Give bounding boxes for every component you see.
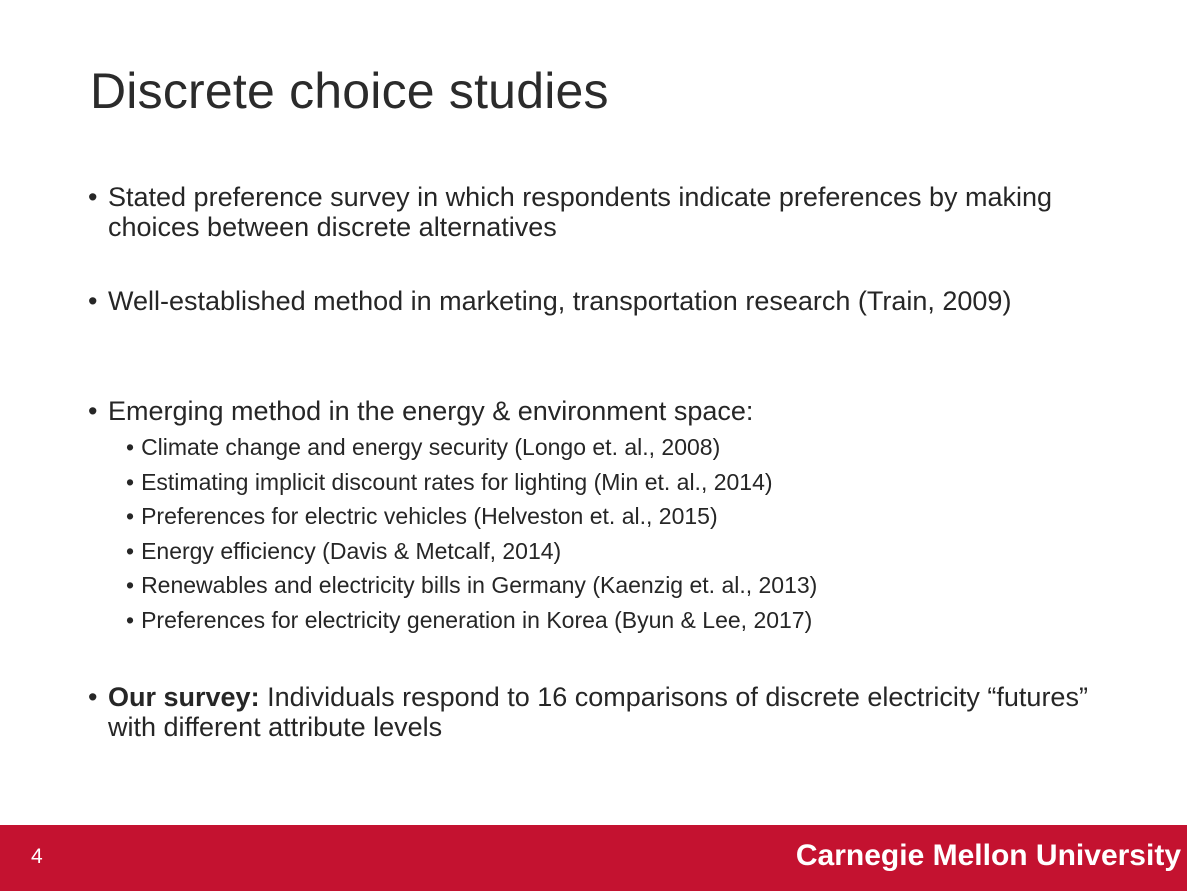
sub-bullet-item: [126, 534, 817, 569]
sub-bullet-item: [126, 499, 817, 534]
slide-title: Discrete choice studies: [90, 63, 609, 119]
university-wordmark: Carnegie Mellon University: [795, 839, 1181, 872]
sub-bullet-text: Renewables and electricity bills in Germany (Kaenzig et. al., 2013): [141, 572, 818, 599]
sub-bullet-item: [126, 603, 817, 638]
bullet-our-survey: [88, 682, 1128, 742]
sub-bullet-marker: •: [126, 606, 135, 633]
sub-bullet-item: [126, 430, 817, 465]
bullet-text: [108, 682, 1128, 742]
bullet-marker: •: [88, 682, 98, 712]
sub-bullet-item: [126, 568, 817, 603]
sub-bullet-text: Preferences for electricity generation in Korea (Byun & Lee, 2017): [141, 606, 813, 633]
bullet-text: Well-established method in marketing, transportation research (Train, 2009): [108, 286, 1012, 316]
footer-bar: [0, 825, 1187, 891]
sub-bullet-marker: •: [126, 572, 135, 599]
sub-bullet-text: Estimating implicit discount rates for lighting (Min et. al., 2014): [141, 468, 773, 495]
page-number: 4: [31, 845, 43, 868]
bullet-bold-lead: Our survey:: [108, 682, 260, 712]
sub-bullet-text: Preferences for electric vehicles (Helveston et. al., 2015): [141, 503, 718, 530]
sub-bullet-text: Energy efficiency (Davis & Metcalf, 2014): [141, 537, 562, 564]
bullet-emerging-method: [88, 396, 1128, 426]
bullet-well-established: [88, 286, 1128, 316]
sub-bullet-marker: •: [126, 503, 135, 530]
sub-bullet-marker: •: [126, 537, 135, 564]
sub-bullet-marker: •: [126, 468, 135, 495]
bullet-text: Emerging method in the energy & environment space:: [108, 396, 754, 426]
sub-bullet-marker: •: [126, 434, 135, 460]
sub-bullet-text: Climate change and energy security (Longo et. al., 2008): [141, 434, 721, 460]
bullet-marker: •: [88, 286, 98, 316]
sub-bullet-item: [126, 465, 817, 500]
bullet-stated-preference: [88, 182, 1128, 242]
bullet-marker: •: [88, 396, 98, 426]
sub-bullet-list: [126, 430, 817, 638]
bullet-rest: Individuals respond to 16 comparisons of discrete electricity “futures” with different attribute levels: [108, 682, 1088, 742]
bullet-text: Stated preference survey in which respondents indicate preferences by making choices between discrete alternatives: [108, 182, 1053, 242]
bullet-marker: •: [88, 182, 98, 212]
